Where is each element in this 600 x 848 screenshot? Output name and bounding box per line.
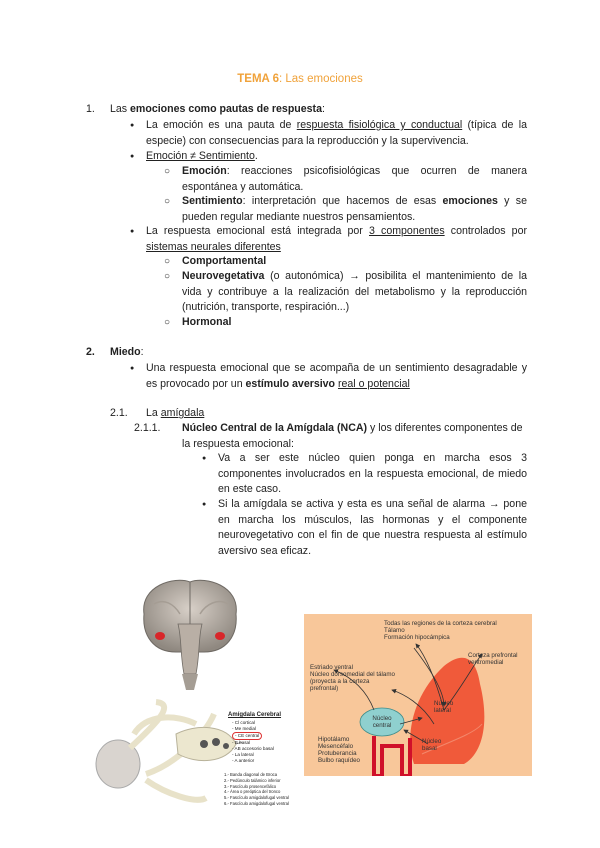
s2-detail-1: ● Va a ser este núcleo quien ponga en marcha esos 3 componentes involucrados en la respuesta emocional, de miedo en este caso. [218, 451, 527, 498]
s1-bullet-1: ● La emoción es una pauta de respuesta fisiológica y conductual (típica de la especie) con consecuencias para la reproducción y la supervivencia. [146, 118, 527, 149]
label-nucleo-basal: Núcleo basal [422, 738, 442, 752]
amygdala-fig-heading: Amígdala Cerebral [228, 712, 282, 718]
section-2-heading: Miedo: [110, 346, 144, 358]
s1-bullet-2: ● Emoción ≠ Sentimiento. [146, 149, 527, 165]
s2-sub-number: 2.1. [110, 407, 128, 419]
s1-sub-neurovegetativa: ○ Neurovegetativa (o autonómica) → posibilita el mantenimiento de la vida y contribuye a la realización del metabolismo y la reproducción (nutrición, transporte, respiración...) [182, 269, 527, 316]
label-todas-regiones: Todas las regiones de la corteza cerebral [384, 620, 497, 627]
label-formacion: Formación hipocámpica [384, 634, 450, 641]
amygdala-list-item: 3.- Fascículo prosencefálico [224, 783, 277, 789]
amygdala-item: - AB accesorio basal [232, 746, 274, 751]
label-estriado: Estriado ventral [310, 664, 353, 671]
label-dorsomedial: Núcleo dorsomedial del tálamo (proyecta a la corteza prefrontal) [310, 671, 395, 692]
s1-sub-comportamental: ○ Comportamental [182, 254, 527, 270]
amygdala-item: - A anterior [232, 758, 255, 763]
amygdala-item: - CE central [232, 732, 262, 740]
amygdala-nuclei-diagram [304, 614, 532, 776]
label-talamo: Tálamo [384, 627, 405, 634]
label-protuberancia: Protuberancia [318, 750, 357, 757]
amygdala-list-item: 4.- Área o preóptica del tronco [224, 789, 281, 795]
s2-bullet-1: ● Una respuesta emocional que se acompaña de un sentimiento desagradable y es provocado por un estímulo aversivo real o potencial [146, 361, 527, 392]
section-2-number: 2. [86, 346, 95, 358]
s2-sub-heading: La amígdala [146, 407, 205, 419]
amygdala-item: - Me medial [232, 726, 256, 731]
s2-subsub-heading: Núcleo Central de la Amígdala (NCA) y los diferentes componentes de la respuesta emocional: [182, 422, 523, 450]
s1-sub-sentimiento: ○ Sentimiento: interpretación que hacemos de esas emociones y se pueden regular mediante nuestros pensamientos. [182, 194, 527, 225]
amygdala-right-mark [215, 632, 225, 640]
amygdala-item: - Cl cortical [232, 720, 255, 725]
amygdala-list-item: 6.- Fascículo amigdalofugal ventral [224, 800, 289, 806]
label-corteza-prefrontal: Corteza prefrontal ventromedial [468, 652, 518, 666]
amygdala-item: - La lateral [232, 752, 254, 757]
section-1-heading: Las emociones como pautas de respuesta: [110, 103, 325, 115]
label-nucleo-lateral: Núcleo lateral [434, 700, 454, 714]
label-nucleo-central: Núcleo central [372, 715, 392, 729]
s2-subsub-number: 2.1.1. [134, 422, 161, 434]
amygdala-item: - B basal [232, 740, 251, 745]
brain-illustration [134, 574, 246, 692]
amygdala-list-item: 2.- Pedúnculo talámico inferior [224, 777, 281, 783]
section-1-number: 1. [86, 103, 95, 115]
amygdala-list-item: 5.- Fascículo amigdalofugal ventral [224, 795, 289, 801]
label-hipotalamo: Hipotálamo [318, 736, 350, 743]
label-mesencefalo: Mesencéfalo [318, 743, 354, 750]
s1-sub-hormonal: ○ Hormonal [182, 315, 527, 331]
amygdala-left-mark [155, 632, 165, 640]
s1-sub-emocion: ○ Emoción: reacciones psicofisiológicas que ocurren de manera espontánea y automática. [182, 164, 527, 195]
page-title: TEMA 6: Las emociones [237, 73, 363, 85]
s2-detail-2: ● Si la amígdala se activa y esta es una señal de alarma → pone en marcha los músculos, las hormonas y el componente neurovegetativo con el fin de que nuestra respuesta al estímulo aversivo sea eficaz. [218, 497, 527, 559]
s1-bullet-3: ● La respuesta emocional está integrada por 3 componentes controlados por sistemas neurales diferentes [146, 224, 527, 255]
amygdala-connections-figure [86, 694, 314, 824]
amygdala-list-item: 1.- Banda diagonal de Broca [224, 772, 278, 777]
label-bulbo: Bulbo raquídeo [318, 757, 360, 764]
